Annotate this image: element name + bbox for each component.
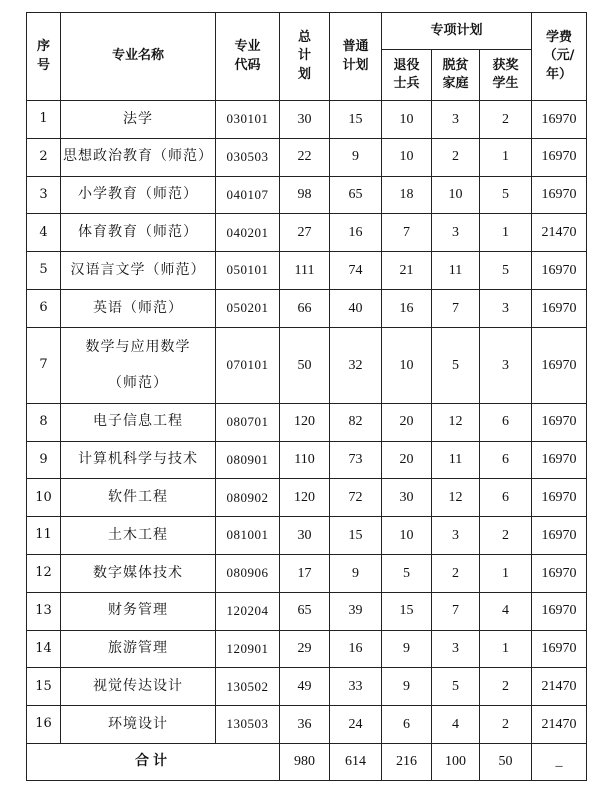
table-row [27,479,587,517]
table-body [27,101,587,781]
table-row [27,517,587,555]
cell-regular: 24 [330,706,382,744]
cell-veterans: 18 [382,176,432,214]
cell-regular: 9 [330,138,382,176]
cell-veterans: 9 [382,630,432,668]
cell-major-name: 软件工程 [61,479,216,517]
header-code-label: 专业代码 [234,39,261,73]
table-row [27,176,587,214]
cell-fee: 16970 [532,138,587,176]
cell-index: 1 [27,101,61,139]
cell-veterans: 9 [382,668,432,706]
cell-major-code: 080701 [216,403,280,441]
cell-total: 36 [280,706,330,744]
header-fee [532,13,587,101]
table-row [27,252,587,290]
table-row [27,441,587,479]
cell-poverty: 2 [432,554,480,592]
table-row [27,214,587,252]
cell-poverty: 7 [432,592,480,630]
cell-regular: 65 [330,176,382,214]
cell-fee: 16970 [532,630,587,668]
table-row [27,668,587,706]
cell-veterans: 6 [382,706,432,744]
enrollment-plan-table-wrapper [26,12,587,781]
header-name: 专业名称 [61,13,216,101]
header-regular-label: 普通计划 [342,39,369,73]
enrollment-plan-table [26,12,587,781]
cell-total: 111 [280,252,330,290]
cell-poverty: 3 [432,630,480,668]
header-index [27,13,61,101]
cell-award: 6 [480,441,532,479]
cell-index: 12 [27,554,61,592]
cell-veterans: 10 [382,517,432,555]
header-special: 专项计划 [382,13,532,50]
cell-poverty: 12 [432,403,480,441]
header-total [280,13,330,101]
cell-poverty: 5 [432,668,480,706]
cell-fee: 16970 [532,327,587,403]
table-row [27,630,587,668]
table-row [27,403,587,441]
summary-fee: _ [532,743,587,780]
cell-award: 1 [480,138,532,176]
cell-major-name: 电子信息工程 [61,403,216,441]
table-row [27,592,587,630]
summary-row [27,743,587,780]
cell-award: 2 [480,101,532,139]
header-poverty [432,50,480,101]
cell-regular: 72 [330,479,382,517]
cell-major-name: 旅游管理 [61,630,216,668]
cell-major-name: 汉语言文学（师范） [61,252,216,290]
cell-total: 49 [280,668,330,706]
cell-total: 110 [280,441,330,479]
cell-fee: 16970 [532,101,587,139]
table-row [27,327,587,403]
cell-regular: 39 [330,592,382,630]
cell-major-code: 130502 [216,668,280,706]
cell-regular: 74 [330,252,382,290]
header-regular [330,13,382,101]
cell-poverty: 7 [432,289,480,327]
table-row [27,706,587,744]
cell-total: 30 [280,517,330,555]
cell-veterans: 5 [382,554,432,592]
cell-index: 15 [27,668,61,706]
cell-award: 1 [480,214,532,252]
cell-total: 29 [280,630,330,668]
cell-major-name: 视觉传达设计 [61,668,216,706]
cell-regular: 82 [330,403,382,441]
header-index-label: 序号 [36,39,50,73]
cell-index: 2 [27,138,61,176]
table-row [27,138,587,176]
cell-major-code: 070101 [216,327,280,403]
cell-veterans: 16 [382,289,432,327]
cell-major-code: 120901 [216,630,280,668]
cell-regular: 16 [330,630,382,668]
cell-total: 22 [280,138,330,176]
table-row [27,101,587,139]
header-veterans-label: 退役士兵 [393,57,420,91]
cell-major-name: 环境设计 [61,706,216,744]
cell-index: 10 [27,479,61,517]
cell-veterans: 10 [382,101,432,139]
cell-fee: 21470 [532,706,587,744]
cell-total: 65 [280,592,330,630]
cell-total: 98 [280,176,330,214]
cell-total: 120 [280,403,330,441]
cell-veterans: 21 [382,252,432,290]
cell-poverty: 12 [432,479,480,517]
cell-regular: 15 [330,101,382,139]
cell-poverty: 5 [432,327,480,403]
cell-index: 7 [27,327,61,403]
cell-major-name [61,327,216,403]
cell-total: 50 [280,327,330,403]
header-row-top [27,13,587,50]
cell-major-code: 130503 [216,706,280,744]
cell-award: 5 [480,252,532,290]
cell-major-code: 040107 [216,176,280,214]
summary-total: 980 [280,743,330,780]
cell-major-code: 030503 [216,138,280,176]
cell-major-name: 英语（师范） [61,289,216,327]
cell-index: 5 [27,252,61,290]
cell-award: 2 [480,517,532,555]
cell-major-name: 法学 [61,101,216,139]
cell-fee: 16970 [532,479,587,517]
cell-veterans: 15 [382,592,432,630]
cell-fee: 16970 [532,176,587,214]
header-veterans [382,50,432,101]
cell-award: 5 [480,176,532,214]
cell-veterans: 7 [382,214,432,252]
cell-award: 2 [480,668,532,706]
summary-award: 50 [480,743,532,780]
cell-veterans: 10 [382,138,432,176]
cell-total: 66 [280,289,330,327]
summary-label: 合计 [27,743,280,780]
cell-veterans: 10 [382,327,432,403]
cell-award: 2 [480,706,532,744]
header-total-label: 总计划 [297,30,311,82]
cell-index: 14 [27,630,61,668]
cell-poverty: 3 [432,101,480,139]
header-award [480,50,532,101]
cell-major-name: 计算机科学与技术 [61,441,216,479]
cell-poverty: 10 [432,176,480,214]
cell-award: 1 [480,554,532,592]
header-fee-label: 学费（元/年） [543,30,575,82]
cell-veterans: 20 [382,441,432,479]
cell-major-code: 050201 [216,289,280,327]
cell-award: 3 [480,327,532,403]
cell-regular: 9 [330,554,382,592]
cell-index: 13 [27,592,61,630]
cell-poverty: 3 [432,214,480,252]
cell-major-name: 数字媒体技术 [61,554,216,592]
cell-regular: 73 [330,441,382,479]
cell-major-code: 080906 [216,554,280,592]
cell-poverty: 3 [432,517,480,555]
cell-total: 120 [280,479,330,517]
cell-regular: 15 [330,517,382,555]
cell-index: 11 [27,517,61,555]
cell-poverty: 4 [432,706,480,744]
cell-major-name: 小学教育（师范） [61,176,216,214]
cell-poverty: 11 [432,441,480,479]
cell-poverty: 11 [432,252,480,290]
summary-regular: 614 [330,743,382,780]
cell-regular: 40 [330,289,382,327]
cell-fee: 16970 [532,441,587,479]
cell-fee: 16970 [532,252,587,290]
cell-fee: 16970 [532,403,587,441]
header-poverty-label: 脱贫家庭 [442,57,469,91]
cell-major-code: 120204 [216,592,280,630]
cell-award: 3 [480,289,532,327]
cell-major-code: 050101 [216,252,280,290]
cell-fee: 16970 [532,554,587,592]
cell-award: 6 [480,479,532,517]
cell-major-name: 思想政治教育（师范） [61,138,216,176]
cell-veterans: 20 [382,403,432,441]
cell-award: 1 [480,630,532,668]
cell-fee: 16970 [532,592,587,630]
cell-award: 6 [480,403,532,441]
cell-major-code: 080901 [216,441,280,479]
cell-major-name: 财务管理 [61,592,216,630]
cell-major-name-text: 数学与应用数学（师范） [85,338,191,392]
cell-index: 8 [27,403,61,441]
cell-total: 30 [280,101,330,139]
cell-index: 4 [27,214,61,252]
cell-major-code: 081001 [216,517,280,555]
cell-regular: 16 [330,214,382,252]
cell-fee: 21470 [532,668,587,706]
cell-poverty: 2 [432,138,480,176]
table-row [27,554,587,592]
header-award-label: 获奖学生 [492,57,519,91]
cell-major-name: 土木工程 [61,517,216,555]
cell-total: 17 [280,554,330,592]
cell-fee: 21470 [532,214,587,252]
table-row [27,289,587,327]
cell-veterans: 30 [382,479,432,517]
cell-total: 27 [280,214,330,252]
cell-index: 6 [27,289,61,327]
cell-major-code: 030101 [216,101,280,139]
summary-poverty: 100 [432,743,480,780]
cell-index: 9 [27,441,61,479]
cell-regular: 33 [330,668,382,706]
summary-veterans: 216 [382,743,432,780]
cell-index: 16 [27,706,61,744]
cell-major-code: 080902 [216,479,280,517]
cell-award: 4 [480,592,532,630]
cell-regular: 32 [330,327,382,403]
cell-fee: 16970 [532,289,587,327]
header-code [216,13,280,101]
cell-major-code: 040201 [216,214,280,252]
cell-fee: 16970 [532,517,587,555]
cell-major-name: 体育教育（师范） [61,214,216,252]
cell-index: 3 [27,176,61,214]
